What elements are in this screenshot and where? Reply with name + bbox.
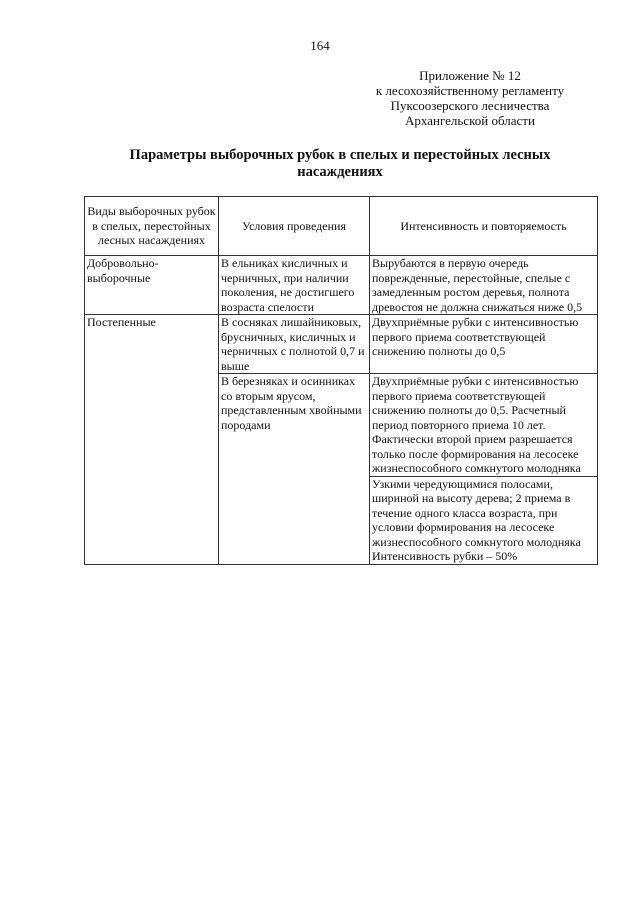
cell-intensity: Двухприёмные рубки с интенсивностью первого приема соответствующей снижению полноты до 0,5 [370,315,598,374]
intensity-text: Узкими чередующимися полосами, шириной на высоту дерева; 2 приема в течение одного класса возраста, при условии формирования на лесосеке жизнеспособного сомкнутого молодняка [372,476,581,549]
header-cutting-types: Виды выборочных рубок в спелых, перестойных лесных насаждениях [85,197,219,256]
cell-intensity: Вырубаются в первую очередь поврежденные, перестойные, спелые с замедленным ростом деревья, полнота древостоя не должна снижаться ниже 0,5 [370,256,598,315]
cutting-parameters-table [84,196,598,565]
appendix-header [360,68,580,128]
table-header-row [85,197,598,256]
appendix-line: Приложение № 12 [419,68,521,83]
header-conditions: Условия проведения [219,197,370,256]
intensity-note: Интенсивность рубки – 50% [372,549,518,563]
page-number: 164 [310,38,330,53]
cell-cutting-type: Добровольно-выборочные [85,256,219,315]
appendix-line: к лесохозяйственному регламенту [375,83,565,98]
document-title-line: Параметры выборочных рубок в спелых и перестойных лесных [129,147,551,163]
appendix-line: Пуксоозерского лесничества [390,98,550,113]
header-intensity: Интенсивность и повторяемость [370,197,598,256]
cell-condition: В березняках и осинниках со вторым ярусом, представленным хвойными породами [219,374,370,565]
cell-condition: В ельниках кисличных и черничных, при наличии поколения, не достигшего возраста спелости [219,256,370,315]
document-title [100,147,580,181]
table-row [85,256,598,315]
cell-intensity: Двухприёмные рубки с интенсивностью первого приема соответствующей снижению полноты до 0,5. Расчетный период повторного приема 10 лет. Фактически второй прием разрешается только после формирования на лесосеке жизнеспособного сомкнутого молодняка [370,374,598,477]
document-title-line: насаждениях [297,164,383,180]
cell-cutting-type: Постепенные [85,315,219,565]
cell-intensity [370,476,598,564]
appendix-line: Архангельской области [405,113,535,128]
table-row [85,315,598,374]
cell-condition: В сосняках лишайниковых, брусничных, кисличных и черничных с полнотой 0,7 и выше [219,315,370,374]
